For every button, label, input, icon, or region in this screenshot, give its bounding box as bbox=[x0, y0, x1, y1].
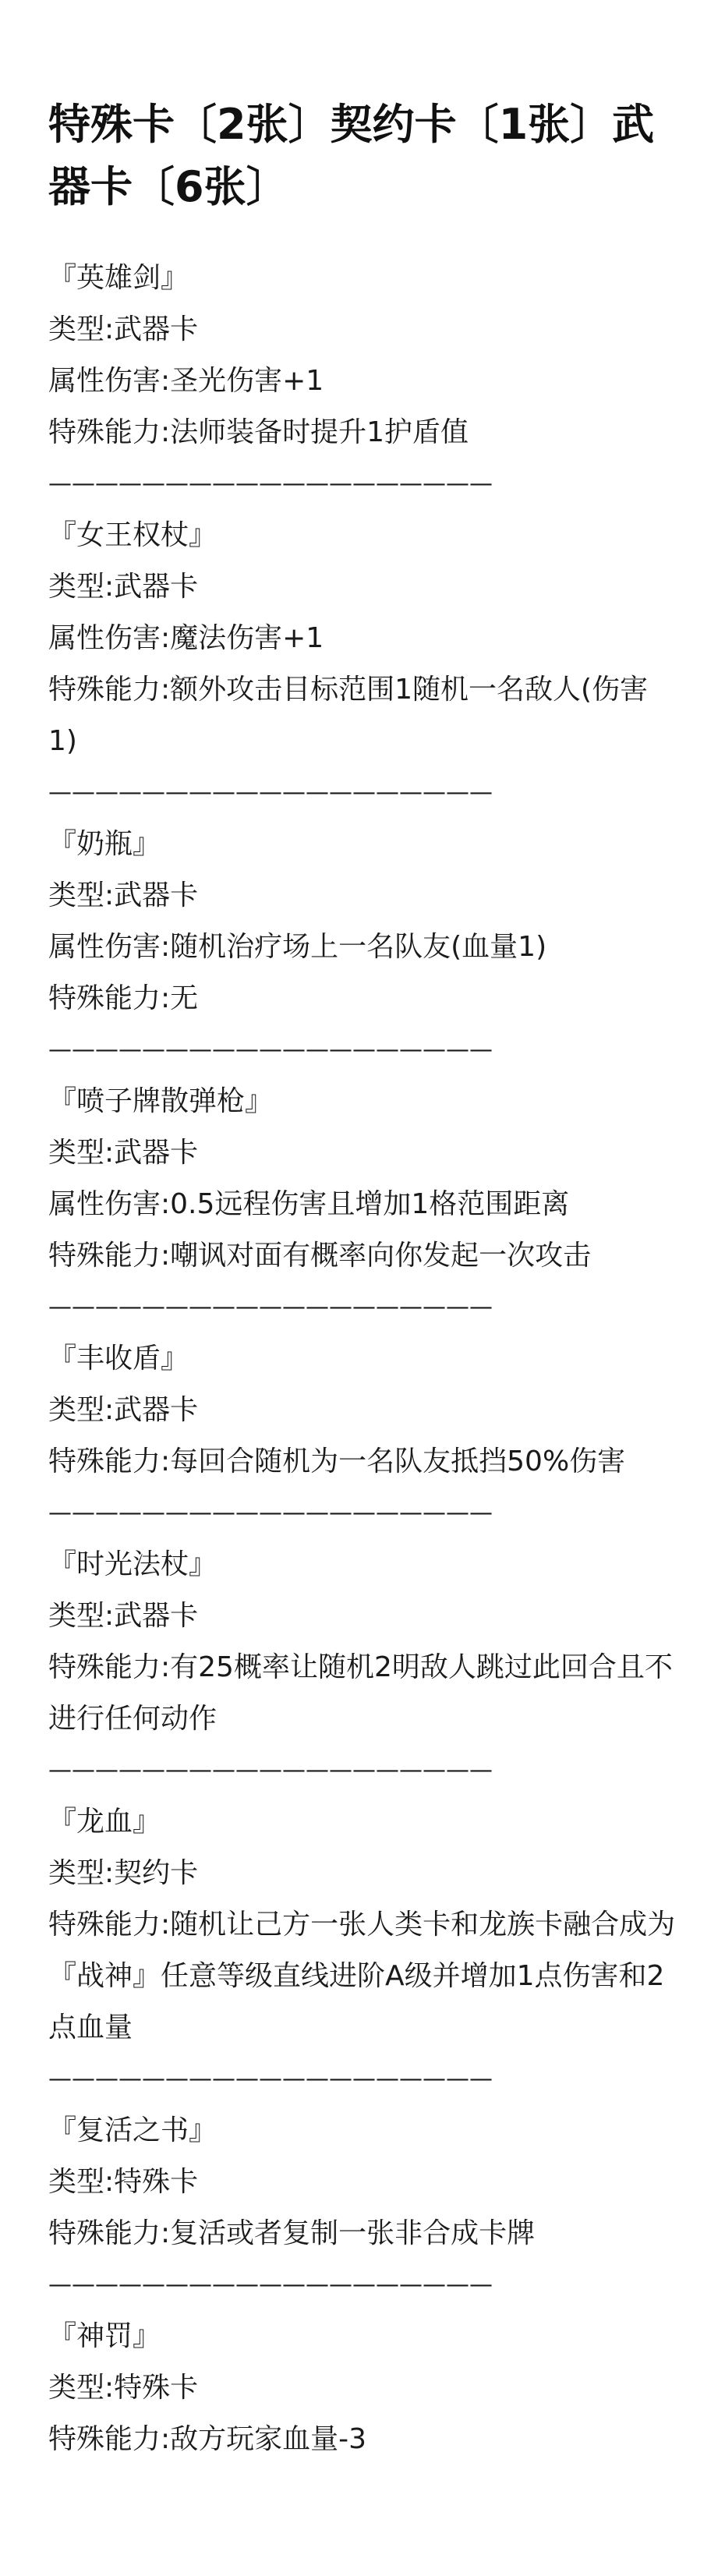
card-name: 『女王权杖』 bbox=[48, 519, 218, 551]
card-ability: 特殊能力:嘲讽对面有概率向你发起一次攻击 bbox=[48, 1240, 592, 1272]
card-ability: 特殊能力:敌方玩家血量-3 bbox=[48, 2423, 367, 2455]
card-type: 类型:特殊卡 bbox=[48, 2166, 199, 2198]
divider: ——————————————————— bbox=[48, 2065, 493, 2093]
card-damage: 属性伤害:魔法伤害+1 bbox=[48, 622, 324, 654]
card-type: 类型:特殊卡 bbox=[48, 2372, 199, 2404]
card-ability: 特殊能力:随机让己方一张人类卡和龙族卡融合成为『战神』任意等级直线进阶A级并增加1点伤害和2点血量 bbox=[48, 1909, 676, 2043]
card-ability: 特殊能力:额外攻击目标范围1随机一名敌人(伤害1) bbox=[48, 674, 649, 757]
card-type: 类型:武器卡 bbox=[48, 571, 199, 603]
card-name: 『龙血』 bbox=[48, 1806, 161, 1838]
divider: ——————————————————— bbox=[48, 1036, 493, 1063]
card-ability: 特殊能力:有25概率让随机2明敌人跳过此回合且不进行任何动作 bbox=[48, 1651, 673, 1735]
divider: ——————————————————— bbox=[48, 2271, 493, 2298]
card-ability: 特殊能力:无 bbox=[48, 982, 199, 1014]
card-name: 『丰收盾』 bbox=[48, 1343, 189, 1375]
page-title: 特殊卡〔2张〕契约卡〔1张〕武器卡〔6张〕 bbox=[48, 100, 655, 211]
card-revival-book bbox=[48, 2105, 677, 2311]
card-queen-scepter bbox=[48, 510, 677, 819]
card-divine-punishment bbox=[48, 2311, 677, 2465]
card-type: 类型:武器卡 bbox=[48, 879, 199, 911]
card-type: 类型:武器卡 bbox=[48, 313, 199, 345]
card-time-staff bbox=[48, 1539, 677, 1796]
card-damage: 属性伤害:0.5远程伤害且增加1格范围距离 bbox=[48, 1188, 570, 1220]
divider: ——————————————————— bbox=[48, 1757, 493, 1784]
card-type: 类型:契约卡 bbox=[48, 1857, 199, 1889]
card-name: 『喷子牌散弹枪』 bbox=[48, 1085, 274, 1117]
card-name: 『奶瓶』 bbox=[48, 828, 161, 860]
card-ability: 特殊能力:复活或者复制一张非合成卡牌 bbox=[48, 2217, 536, 2249]
card-name: 『时光法杖』 bbox=[48, 1548, 218, 1580]
card-list bbox=[48, 253, 677, 2465]
divider: ——————————————————— bbox=[48, 470, 493, 497]
card-ability: 特殊能力:法师装备时提升1护盾值 bbox=[48, 416, 469, 448]
divider: ——————————————————— bbox=[48, 1499, 493, 1527]
card-name: 『神罚』 bbox=[48, 2320, 161, 2352]
card-baby-bottle bbox=[48, 819, 677, 1076]
card-name: 『复活之书』 bbox=[48, 2114, 218, 2146]
card-damage: 属性伤害:圣光伤害+1 bbox=[48, 365, 324, 397]
card-dragon-blood bbox=[48, 1796, 677, 2105]
card-type: 类型:武器卡 bbox=[48, 1394, 199, 1426]
card-damage: 属性伤害:随机治疗场上一名队友(血量1) bbox=[48, 931, 547, 963]
card-name: 『英雄剑』 bbox=[48, 262, 189, 294]
card-harvest-shield bbox=[48, 1333, 677, 1539]
card-ability: 特殊能力:每回合随机为一名队友抵挡50%伤害 bbox=[48, 1445, 626, 1477]
card-shotgun bbox=[48, 1076, 677, 1333]
divider: ——————————————————— bbox=[48, 779, 493, 806]
card-type: 类型:武器卡 bbox=[48, 1600, 199, 1632]
divider: ——————————————————— bbox=[48, 1293, 493, 1321]
card-hero-sword bbox=[48, 253, 677, 510]
card-type: 类型:武器卡 bbox=[48, 1137, 199, 1169]
